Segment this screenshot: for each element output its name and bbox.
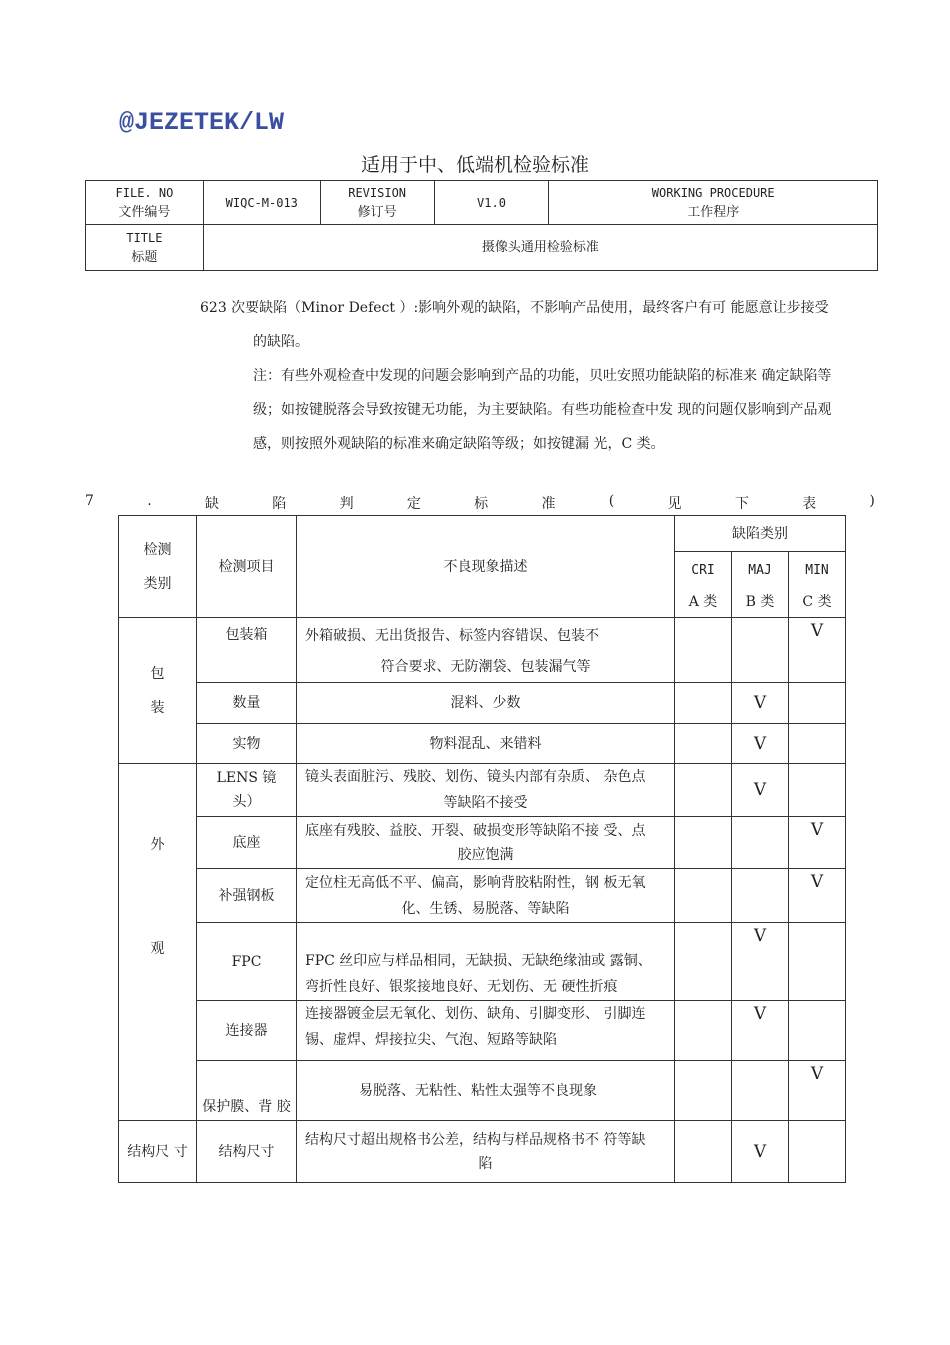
maj-mark: V [732, 764, 789, 817]
header-text: MAJ [748, 562, 772, 578]
heading-char: 定 [406, 496, 421, 512]
description-line: 化、生锈、易脱落、等缺陷 [401, 900, 570, 917]
defect-criteria-table [118, 515, 846, 1183]
header-defect-class: 缺陷类别 [675, 516, 846, 552]
group-structure: 结构尺 寸 [119, 1121, 197, 1183]
revision-label-cn: 修订号 [357, 204, 397, 220]
min-mark: V [789, 817, 846, 869]
table-row [119, 1001, 846, 1061]
table-row [119, 1061, 846, 1121]
heading-char: ) [869, 493, 875, 509]
heading-char: 缺 [204, 496, 219, 512]
min-mark: V [789, 618, 846, 683]
header-text: 检测 [143, 541, 172, 558]
item-cell: FPC [197, 923, 297, 1001]
description-cell [297, 1001, 675, 1061]
maj-mark: V [732, 1001, 789, 1061]
description-line: 等缺陷不接受 [443, 795, 528, 811]
header-cri [675, 552, 732, 618]
min-mark [789, 724, 846, 764]
header-description: 不良现象描述 [297, 516, 675, 618]
item-line: 头） [232, 794, 261, 810]
cri-mark [675, 1121, 732, 1183]
maj-mark [732, 1061, 789, 1121]
description-line: 符合要求、无防潮袋、包装漏气等 [380, 659, 591, 675]
description-line: 陷 [478, 1155, 493, 1172]
heading-char: . [147, 493, 152, 509]
min-mark: V [789, 1061, 846, 1121]
document-title: 适用于中、低端机检验标准 [360, 154, 589, 176]
group-text: 装 [150, 699, 165, 716]
title-label [86, 225, 204, 271]
title-label-en: TITLE [126, 230, 163, 245]
maj-mark: V [732, 923, 789, 1001]
note-line: 级；如按键脱落会导致按键无功能，为主要缺陷。有些功能检查中发 现的问题仅影响到产品观 [253, 402, 832, 418]
header-text: C 类 [802, 593, 832, 610]
item-cell: 保护膜、背 胶 [197, 1061, 297, 1121]
header-text: A 类 [688, 593, 718, 610]
header-text: B 类 [745, 593, 775, 610]
maj-mark [732, 869, 789, 923]
group-text: 包 [150, 665, 165, 682]
section-7-heading [85, 493, 875, 515]
heading-char: 下 [734, 496, 749, 512]
description-cell [297, 817, 675, 869]
file-no-label-en: FILE. NO [115, 185, 174, 200]
procedure-label-en: WORKING PROCEDURE [651, 185, 775, 200]
title-label-cn: 标题 [131, 249, 158, 265]
item-cell: 底座 [197, 817, 297, 869]
min-mark [789, 1121, 846, 1183]
heading-char: 7 [85, 493, 94, 509]
paragraph-line: 的缺陷。 [253, 334, 309, 350]
heading-char: 判 [339, 496, 354, 512]
header-text: 类别 [143, 575, 172, 592]
procedure-label-cn: 工作程序 [687, 204, 740, 220]
table-row [119, 683, 846, 724]
maj-mark: V [732, 683, 789, 724]
description-cell [297, 923, 675, 1001]
min-mark [789, 683, 846, 724]
table-row [119, 923, 846, 1001]
cri-mark [675, 869, 732, 923]
item-cell: 补强钢板 [197, 869, 297, 923]
table-row [119, 869, 846, 923]
heading-char: ( [608, 493, 615, 509]
description-line: 镜头表面脏污、残胶、划伤、镜头内部有杂质、 杂色点 [305, 769, 646, 785]
cri-mark [675, 923, 732, 1001]
description-cell [297, 869, 675, 923]
description-line: 定位柱无高低不平、偏高，影响背胶粘附性，钢 板无氧 [305, 874, 646, 891]
heading-char: 准 [541, 496, 556, 512]
header-category [119, 516, 197, 618]
description-line: 锡、虚焊、焊接拉尖、气泡、短路等缺陷 [305, 1032, 557, 1048]
group-text: 外 [150, 837, 165, 853]
header-item: 检测项目 [197, 516, 297, 618]
min-mark [789, 923, 846, 1001]
heading-char: 表 [802, 496, 817, 512]
description-cell: 物料混乱、来错料 [297, 724, 675, 764]
item-cell: 包装箱 [197, 618, 297, 683]
item-cell [197, 764, 297, 817]
description-line: 底座有残胶、益胶、开裂、破损变形等缺陷不接 受、点 [305, 822, 646, 839]
description-cell [297, 618, 675, 683]
cri-mark [675, 683, 732, 724]
cri-mark [675, 764, 732, 817]
description-cell [297, 764, 675, 817]
heading-char: 见 [667, 496, 682, 512]
revision-label-en: REVISION [348, 185, 407, 200]
maj-mark [732, 817, 789, 869]
maj-mark: V [732, 724, 789, 764]
group-packaging [119, 618, 197, 764]
description-line: 胶应饱满 [457, 846, 514, 863]
item-cell: 连接器 [197, 1001, 297, 1061]
description-cell [297, 1121, 675, 1183]
revision-label [320, 181, 434, 225]
company-logo: @JEZETEK/LW [119, 108, 285, 137]
minor-defect-paragraph [200, 291, 880, 359]
table-row [119, 764, 846, 817]
header-min [789, 552, 846, 618]
file-no-value: WIQC-M-013 [203, 181, 320, 225]
procedure-label [549, 181, 878, 225]
cri-mark [675, 1061, 732, 1121]
table-row [119, 817, 846, 869]
cri-mark [675, 817, 732, 869]
description-line: 弯折性良好、银浆接地良好、无划伤、无 硬性折痕 [305, 979, 618, 995]
heading-char: 标 [474, 496, 489, 512]
min-mark [789, 764, 846, 817]
maj-mark: V [732, 1121, 789, 1183]
note-line: 注：有些外观检查中发现的问题会影响到产品的功能，贝吐安照功能缺陷的标准来 确定缺陷等 [253, 368, 832, 384]
table-row [119, 1121, 846, 1183]
item-cell: 数量 [197, 683, 297, 724]
description-cell: 混料、少数 [297, 683, 675, 724]
heading-char: 陷 [272, 496, 287, 512]
group-appearance [119, 764, 197, 1121]
item-cell: 结构尺寸 [197, 1121, 297, 1183]
item-cell: 实物 [197, 724, 297, 764]
description-line: 连接器镀金层无氧化、划伤、缺角、引脚变形、 引脚连 [305, 1006, 646, 1022]
header-text: CRI [691, 562, 715, 578]
min-mark [789, 1001, 846, 1061]
description-line: 外箱破损、无出货报告、标签内容错误、包装不 [305, 628, 599, 644]
revision-value: V1.0 [434, 181, 549, 225]
title-value: 摄像头通用检验标准 [203, 225, 877, 271]
note-line: 感，则按照外观缺陷的标准来确定缺陷等级；如按键漏 光，C 类。 [253, 436, 665, 452]
description-line: 结构尺寸超出规格书公差，结构与样品规格书不 符等缺 [305, 1131, 646, 1148]
cri-mark [675, 618, 732, 683]
description-line: FPC 丝印应与样品相同，无缺损、无缺绝缘油或 露铜、 [305, 953, 652, 969]
note-paragraph [253, 359, 883, 461]
document-info-table [85, 180, 878, 271]
group-text: 观 [150, 941, 165, 957]
table-row [119, 724, 846, 764]
header-maj [732, 552, 789, 618]
item-line: LENS 镜 [216, 770, 277, 786]
min-mark: V [789, 869, 846, 923]
file-no-label-cn: 文件编号 [118, 204, 171, 220]
table-row [119, 618, 846, 683]
description-cell: 易脱落、无粘性、粘性太强等不良现象 [297, 1061, 675, 1121]
paragraph-line: 623 次要缺陷（Minor Defect ）:影响外观的缺陷，不影响产品使用，最终客户有可 能愿意让步接受 [200, 300, 829, 316]
cri-mark [675, 1001, 732, 1061]
file-no-label [86, 181, 204, 225]
maj-mark [732, 618, 789, 683]
header-text: MIN [805, 562, 829, 578]
cri-mark [675, 724, 732, 764]
